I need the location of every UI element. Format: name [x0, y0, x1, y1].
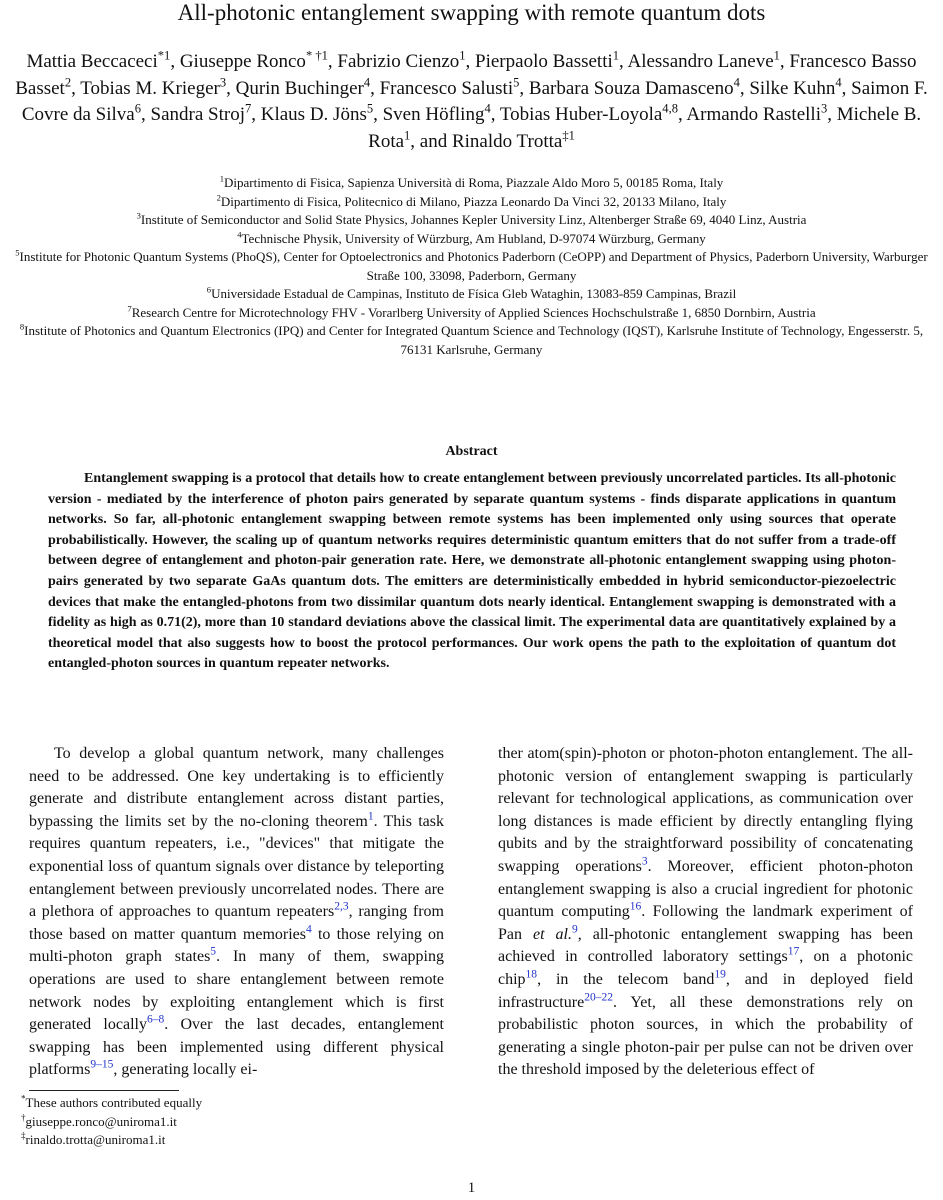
affiliation: [0, 174, 943, 193]
affiliation-number: 6: [206, 284, 212, 295]
affiliation: [0, 285, 943, 304]
author-name: Giuseppe Ronco: [179, 51, 306, 72]
affiliation-number: 4: [237, 229, 242, 240]
author-name: Francesco Basso Basset: [15, 51, 917, 99]
body-text: To develop a global quantum network, many challenges need to be addressed. One key undertaking is to efficiently generate and distribute entanglement across distant parties, bypassing the limits set by the no-cloning theorem: [29, 745, 444, 830]
author-name: Tobias Huber-Loyola: [499, 104, 663, 125]
italic-text: et al.: [532, 925, 572, 943]
footnote-text: rinaldo.trotta@uniroma1.it: [25, 1132, 166, 1147]
abstract-text: Entanglement swapping is a protocol that details how to create entanglement between previously uncorrelated particles. Its all-photonic version - mediated by the interference of photon pairs generated by separate quantum systems - finds disparate applications in quantum networks. So far, all-photonic entanglement swapping between remote systems has been implemented only using sources that operate probabilistically. However, the scaling up of quantum networks requires deterministic quantum emitters that do not suffer from a trade-off between degree of entanglement and photon-pair generation rate. Here, we demonstrate all-photonic entanglement swapping using photon-pairs generated by two separate GaAs quantum dots. The emitters are deterministically embedded in hybrid semiconductor-piezoelectric devices that make the entangled-photons from two dissimilar quantum dots nearly identical. Entanglement swapping is demonstrated with a fidelity as high as 0.71(2), more than 10 standard deviations above the classical limit. The experimental data are quantitatively explained by a theoretical model that also suggests how to boost the protocol performances. Our work opens the path to the exploitation of quantum dot entangled-photon sources in quantum repeater networks.: [48, 471, 896, 672]
author-affiliation-mark: 3: [219, 75, 227, 90]
citation-link[interactable]: 17: [787, 946, 800, 959]
page-number: 1: [467, 1180, 476, 1196]
affiliation-text: Institute of Photonics and Quantum Electronics (IPQ) and Center for Integrated Quantum Science and Technology (IQST), Karlsruhe Institute of Technology, Engesserstr. 5, 76131 Karlsruhe, Germany: [24, 323, 924, 357]
affiliation: [0, 322, 943, 359]
affiliation-text: Dipartimento di Fisica, Sapienza Università di Roma, Piazzale Aldo Moro 5, 00185 Roma, Italy: [223, 175, 724, 190]
paper-title: All-photonic entanglement swapping with remote quantum dots: [177, 0, 766, 25]
author-affiliation-mark: 6: [134, 101, 142, 116]
affiliation-number: 7: [127, 303, 132, 314]
citation-link[interactable]: 9–15: [90, 1058, 114, 1071]
author: [80, 75, 227, 99]
author: [475, 48, 620, 72]
affiliation-number: 2: [216, 192, 221, 203]
author-affiliation-mark: 4: [484, 101, 491, 116]
footnote: [21, 1113, 202, 1132]
affiliation-text: Technische Physik, University of Würzburg, Am Hubland, D-97074 Würzburg, Germany: [241, 230, 706, 246]
body-text: , ranging from those based on matter quantum memories: [29, 903, 444, 943]
author-name: Rinaldo Trotta: [451, 130, 563, 152]
body-text: . This task requires quantum repeaters, i.e., "devices" that mitigate the exponential loss of quantum signals over distance by teleporting entanglement between previously uncorrelated nodes. There are a plethora of approaches to quantum repeaters: [29, 812, 445, 921]
body-text: . Yet, all these demonstrations rely on probabilistic photon sources, in which the probability of generating a single photon-pair per pulse can not be driven over the threshold imposed by the deleterious effect of: [498, 993, 913, 1079]
author: [235, 75, 371, 99]
footnote-mark: ‡: [21, 1130, 26, 1141]
body-text: , and in deployed field infrastructure: [498, 970, 914, 1011]
author-name: Mattia Beccaceci: [26, 51, 158, 72]
affiliation-number: 1: [219, 173, 224, 184]
author-affiliation-mark: 7: [244, 101, 252, 116]
affiliation: [0, 193, 943, 212]
author: [499, 101, 678, 125]
author-affiliation-mark: 5: [366, 101, 374, 116]
body-text: ther atom(spin)-photon or photon-photon entanglement. The all-photonic version of entanglement swapping is particularly relevant for technological applications, as communication over long distances is made efficient by directly entangling flying qubits and by the straightforward possibility of concatenating swapping operations: [498, 745, 913, 875]
citation-link[interactable]: 3: [641, 855, 648, 868]
affiliation: [0, 248, 943, 285]
author: [150, 101, 252, 125]
affiliation-text: Dipartimento di Fisica, Politecnico di Milano, Piazza Leonardo Da Vinci 32, 20133 Milano, Italy: [220, 193, 727, 209]
author: [686, 101, 828, 125]
citation-link[interactable]: 20–22: [584, 991, 613, 1004]
author-affiliation-mark: 1: [612, 48, 620, 63]
author: [528, 75, 740, 99]
author-list: Mattia Beccaceci$^{*1}$, Giuseppe Ronco$^{* \dagger 1}$, Fabrizio Cienzo$^1$, Pierpaolo Bassetti$^1$, Alessandro Laneve$^1$, Francesco Basso Basset$^2$, Tobias M. Krieger$^3$, Qurin Buchinger$^4$, Francesco Salusti$^5$, Barbara Souza Damasceno$^4$, Silke Kuhn$^4$, Saimon F. Covre da Silva$^6$, Sandra Stroj$^7$, Klaus D. Jöns$^5$, Sven Höfling$^4$, Tobias Huber-Loyola$^{4,8}$, Armando Rastelli$^3$, Michele B. Rota$^1$, and Rinaldo Trotta$^{\ddagger 1}$: [15, 48, 928, 152]
author-name: Barbara Souza Damasceno: [528, 77, 734, 99]
author: [627, 48, 780, 72]
footnote-text: These authors contributed equally: [25, 1095, 203, 1110]
citation-link[interactable]: 6–8: [146, 1013, 165, 1026]
author: [379, 75, 520, 99]
author-name: Saimon F. Covre da Silva: [21, 77, 928, 125]
author-name: Pierpaolo Bassetti: [475, 51, 613, 72]
footnote-text: giuseppe.ronco@uniroma1.it: [25, 1113, 177, 1129]
author: [382, 101, 491, 125]
author-affiliation-mark: 1: [404, 128, 411, 143]
author-affiliation-mark: 4: [363, 75, 371, 90]
author: [337, 48, 466, 72]
author: [260, 101, 374, 125]
body-text: , all-photonic entanglement swapping has been achieved in controlled laboratory settings: [498, 925, 914, 966]
author-name: Klaus D. Jöns: [260, 104, 367, 125]
author-affiliation-mark: 3: [820, 101, 828, 116]
author-name: Qurin Buchinger: [235, 77, 364, 99]
author: [451, 128, 575, 152]
author-name: Michele B. Rota: [368, 104, 922, 152]
citation-link[interactable]: 16: [629, 900, 642, 913]
author-affiliation-mark: 4,8: [662, 101, 678, 116]
affiliation-text: Institute of Semiconductor and Solid State Physics, Johannes Kepler University Linz, Altenberger Straße 69, 4040 Linz, Austria: [140, 212, 807, 227]
affiliation-number: 3: [136, 210, 141, 221]
author-affiliation-mark: *1: [157, 48, 171, 63]
author-name: Silke Kuhn: [749, 77, 836, 99]
author-name: Fabrizio Cienzo: [337, 51, 460, 72]
body-text: . In many of them, swapping operations are used to share entanglement between remote network nodes by exploiting entanglement which is first generated locally: [29, 948, 444, 1034]
body-text: , on a photonic chip: [498, 948, 914, 988]
affiliation-text: Universidade Estadual de Campinas, Instituto de Física Gleb Wataghin, 13083-859 Campinas, Brazil: [211, 286, 737, 301]
affiliation-text: Institute for Photonic Quantum Systems (PhoQS), Center for Optoelectronics and Photonics Paderborn (CeOPP) and Department of Physics, Paderborn University, Warburger Straße 100, 33098, Paderborn, Germany: [19, 249, 928, 283]
abstract-heading: Abstract: [445, 444, 498, 459]
citation-link[interactable]: 4: [306, 923, 312, 936]
affiliation: [0, 230, 943, 249]
author-affiliation-mark: 5: [513, 75, 520, 90]
body-column-left: [29, 743, 444, 1082]
author-affiliation-mark: ‡1: [562, 128, 575, 143]
author-name: Armando Rastelli: [686, 104, 821, 125]
author-name: Alessandro Laneve: [627, 51, 774, 72]
body-text: , generating locally ei-: [113, 1061, 258, 1079]
body-text: , in the telecom band: [537, 970, 715, 988]
citation-link[interactable]: 19: [714, 968, 726, 981]
citation-link[interactable]: 2,3: [334, 900, 349, 913]
affiliation-text: Research Centre for Microtechnology FHV - Vorarlberg University of Applied Sciences Hochschulstraße 1, 6850 Dornbirn, Austria: [131, 304, 816, 320]
author-affiliation-mark: 1: [459, 48, 466, 63]
author-affiliation-mark: 4: [835, 75, 842, 90]
citation-link[interactable]: 5: [210, 946, 217, 959]
body-column-right: [498, 743, 913, 1082]
author-name: Francesco Salusti: [379, 77, 514, 99]
body-text: . Over the last decades, entanglement swapping has been implemented using different physical platforms: [29, 1016, 445, 1079]
footnote: [21, 1094, 202, 1113]
footnote-mark: †: [21, 1112, 26, 1123]
citation-link[interactable]: 18: [525, 968, 538, 981]
footnote-divider: [29, 1090, 179, 1091]
author: [26, 48, 171, 72]
citation-link[interactable]: 1: [367, 810, 374, 823]
affiliation: [0, 211, 943, 230]
footnote-mark: *: [21, 1093, 26, 1104]
author-name: Sven Höfling: [382, 104, 485, 125]
author: [179, 48, 328, 72]
citation-link[interactable]: 9: [571, 923, 578, 936]
body-text: . Following the landmark experiment of Pan: [498, 903, 913, 943]
author-affiliation-mark: * †1: [305, 48, 328, 63]
affiliation: [0, 304, 943, 323]
body-text: . Moreover, efficient photon-photon entanglement swapping is also a crucial ingredient for photonic quantum computing: [498, 857, 913, 921]
body-text: to those relying on multi-photon graph states: [29, 925, 445, 966]
author: [749, 75, 842, 99]
affiliation-list: [0, 174, 943, 359]
author-name: Sandra Stroj: [150, 104, 245, 125]
footnotes: [21, 1094, 202, 1150]
author-affiliation-mark: 4: [733, 75, 740, 90]
footnote: [21, 1131, 202, 1150]
author-affiliation-mark: 2: [64, 75, 72, 90]
author-name: Tobias M. Krieger: [80, 77, 220, 99]
author-affiliation-mark: 1: [773, 48, 780, 63]
affiliation-number: 8: [19, 321, 25, 332]
affiliation-number: 5: [15, 247, 20, 258]
